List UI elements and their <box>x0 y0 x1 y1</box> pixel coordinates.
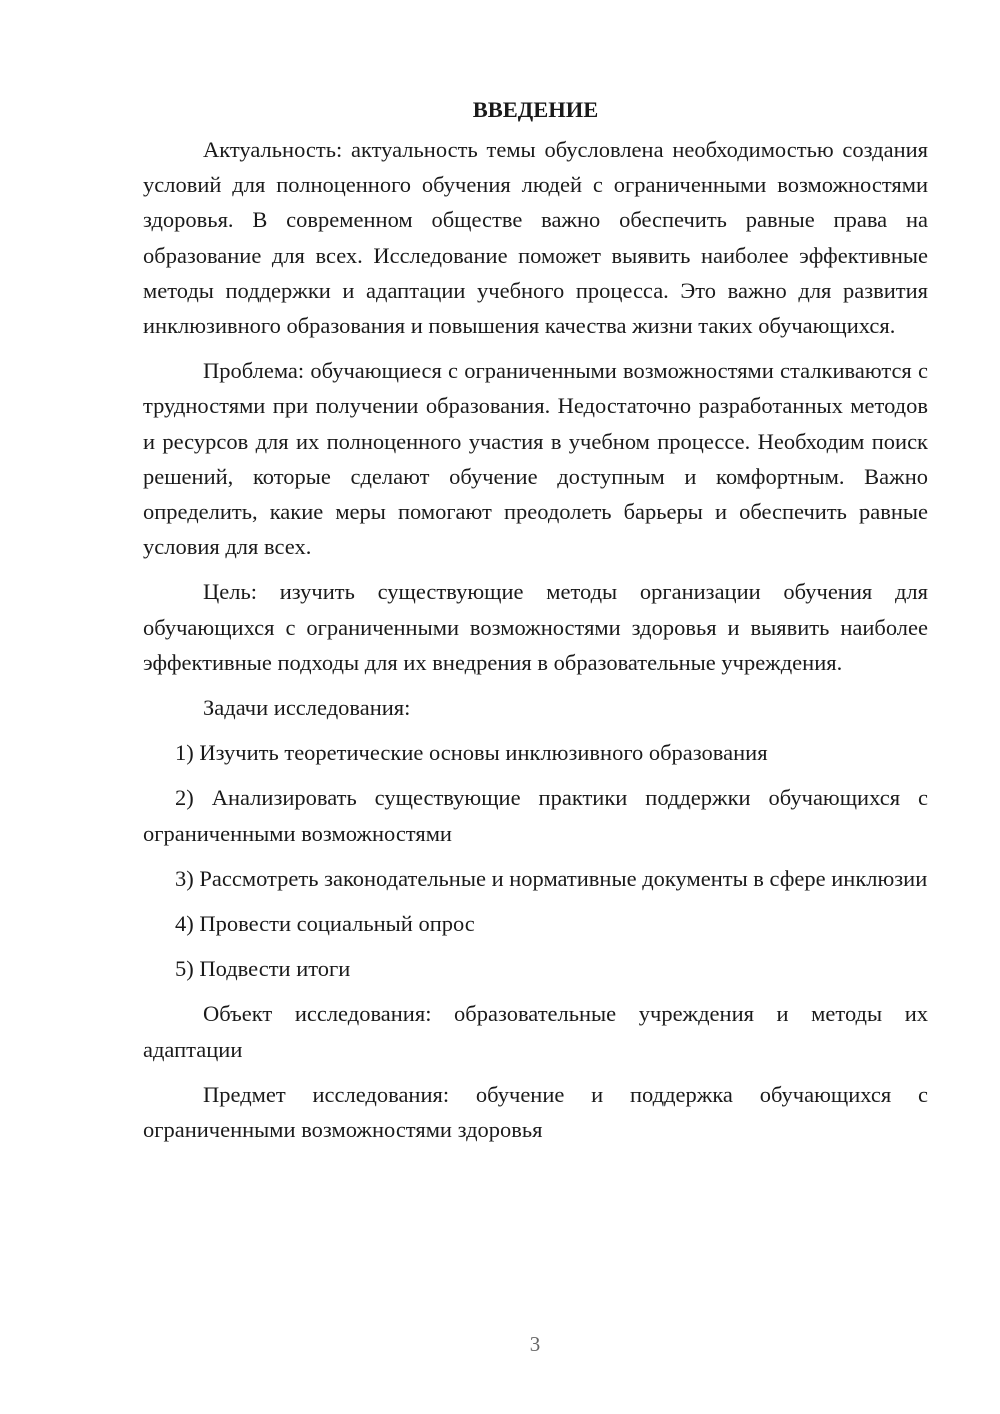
problem-paragraph: Проблема: обучающиеся с ограниченными возможностями сталкиваются с трудностями при получении образования. Недостаточно разработанных методов и ресурсов для их полноценного участия в учебном процессе. Необходим поиск решений, которые сделают обучение доступным и комфортным. Важно определить, какие меры помогают преодолеть барьеры и обеспечить равные условия для всех. <box>143 358 928 560</box>
goal-paragraph: Цель: изучить существующие методы организации обучения для обучающихся с ограниченными возможностями здоровья и выявить наиболее эффективные подходы для их внедрения в образовательные учреждения. <box>143 579 928 675</box>
task-item-1: 1) Изучить теоретические основы инклюзивного образования <box>175 740 768 766</box>
task-item-3: 3) Рассмотреть законодательные и нормативные документы в сфере инклюзии <box>175 865 928 891</box>
subject-paragraph: Предмет исследования: обучение и поддержка обучающихся с ограниченными возможностями здоровья <box>143 1081 928 1143</box>
tasks-heading: Задачи исследования: <box>203 695 411 721</box>
section-title: ВВЕДЕНИЕ <box>472 97 599 122</box>
relevance-paragraph: Актуальность: актуальность темы обусловлена необходимостью создания условий для полноценного обучения людей с ограниченными возможностями здоровья. В современном обществе важно обеспечить равные права на образование для всех. Исследование поможет выявить наиболее эффективные методы поддержки и адаптации учебного процесса. Это важно для развития инклюзивного образования и повышения качества жизни таких обучающихся. <box>143 137 928 339</box>
object-paragraph: Объект исследования: образовательные учреждения и методы их адаптации <box>143 1001 928 1062</box>
document-body <box>143 92 928 1157</box>
task-item-2: 2) Анализировать существующие практики поддержки обучающихся с ограниченными возможностями <box>143 785 928 846</box>
task-item-4: 4) Провести социальный опрос <box>175 911 475 937</box>
task-item-5: 5) Подвести итоги <box>175 956 351 982</box>
page-number: 3 <box>529 1332 541 1356</box>
